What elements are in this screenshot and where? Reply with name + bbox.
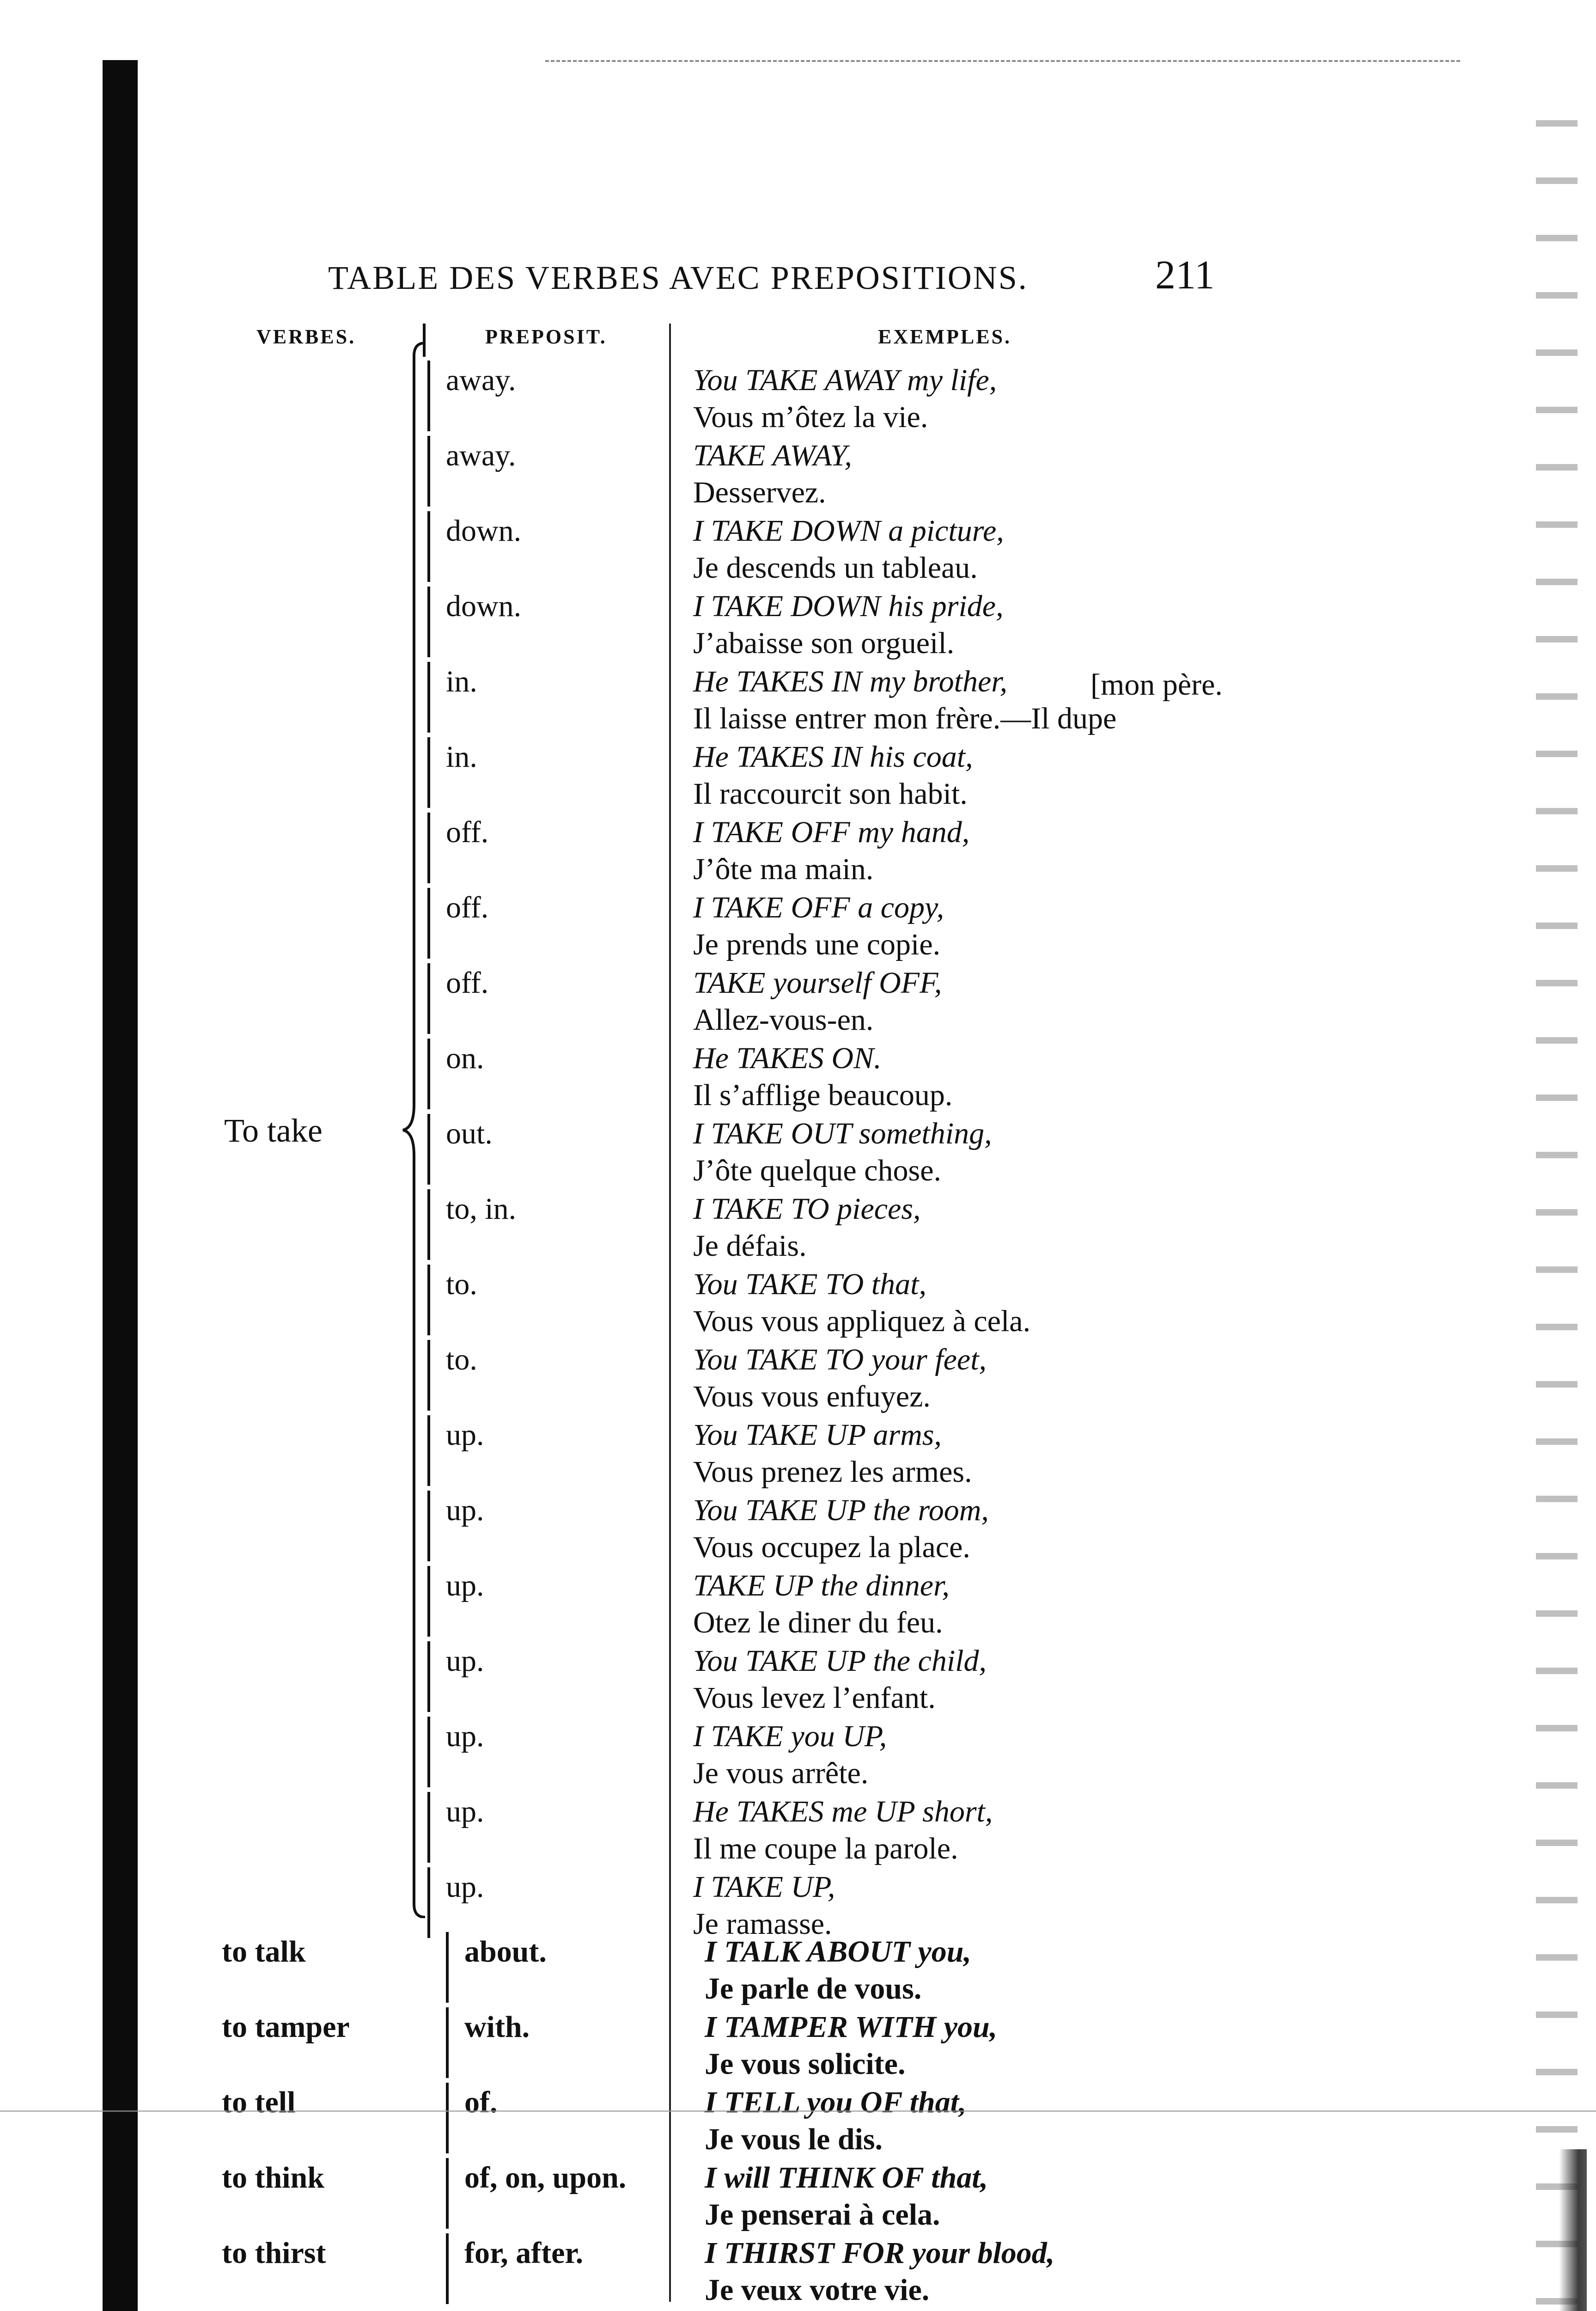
- take-row-french-example: Il me coupe la parole.: [693, 1832, 958, 1865]
- other-row-preposition: of.: [464, 2085, 498, 2119]
- take-row-bracket: [427, 662, 430, 733]
- book-spine-shadow: [103, 60, 138, 2311]
- take-group-brace: [400, 342, 428, 1918]
- take-row-french-example: Vous occupez la place.: [693, 1530, 970, 1564]
- take-row-english-example: I TAKE DOWN a picture,: [693, 514, 1004, 548]
- take-row-english-example: I TAKE OUT something,: [693, 1117, 992, 1150]
- other-row-verb: to think: [222, 2161, 324, 2195]
- other-row-french-example: Je penserai à cela.: [705, 2198, 940, 2232]
- take-row-preposition: to.: [446, 1267, 477, 1301]
- take-row-english-example: I TAKE OFF my hand,: [693, 815, 970, 849]
- take-row-bracket: [427, 1566, 430, 1637]
- take-row-bracket: [427, 1114, 430, 1185]
- take-row-english-example: I TAKE TO pieces,: [693, 1192, 921, 1226]
- take-row-preposition: down.: [446, 514, 522, 548]
- other-row-french-example: Je parle de vous.: [705, 1972, 922, 2005]
- other-row-english-example: I THIRST FOR your blood,: [705, 2236, 1055, 2270]
- take-row-bracket: [427, 1415, 430, 1486]
- take-row-bracket: [427, 1792, 430, 1863]
- other-row-french-example: Je veux votre vie.: [705, 2273, 930, 2307]
- take-row-bracket: [427, 361, 430, 431]
- take-row-bracket: [427, 737, 430, 808]
- take-row-preposition: up.: [446, 1418, 484, 1452]
- take-row-bracket: [427, 1717, 430, 1787]
- take-row-bracket: [427, 511, 430, 582]
- take-row-bracket: [427, 1867, 430, 1938]
- take-row-english-example: You TAKE AWAY my life,: [693, 363, 997, 397]
- other-row-verb: to tamper: [222, 2010, 350, 2044]
- take-row-french-example: Il s’afflige beaucoup.: [693, 1078, 953, 1112]
- take-row-english-example: TAKE yourself OFF,: [693, 966, 942, 1000]
- other-row-verb: to talk: [222, 1935, 306, 1969]
- running-title: TABLE DES VERBES AVEC PREPOSITIONS.: [328, 259, 1028, 296]
- take-row-french-example: Je descends un tableau.: [693, 551, 978, 585]
- take-row-french-example: Je vous arrête.: [693, 1756, 869, 1790]
- column-header-preposit: PREPOSIT.: [485, 325, 607, 348]
- other-row-english-example: I TALK ABOUT you,: [705, 1935, 971, 1969]
- take-row-bracket: [427, 1641, 430, 1712]
- other-row-bracket: [446, 2158, 449, 2229]
- take-row-english-example: He TAKES IN my brother,: [693, 665, 1008, 698]
- margin-note: [mon père.: [1090, 668, 1223, 702]
- take-row-french-example: Vous prenez les armes.: [693, 1455, 972, 1489]
- take-row-bracket: [427, 963, 430, 1034]
- other-row-english-example: I TAMPER WITH you,: [705, 2010, 998, 2044]
- take-row-preposition: up.: [446, 1719, 484, 1753]
- other-row-bracket: [446, 2233, 449, 2304]
- take-row-english-example: You TAKE TO your feet,: [693, 1343, 987, 1376]
- other-row-bracket: [446, 2007, 449, 2078]
- take-row-preposition: up.: [446, 1644, 484, 1678]
- page-edge-noise: [1536, 69, 1578, 2311]
- top-dashed-rule: [545, 60, 1460, 62]
- take-row-french-example: Il laisse entrer mon frère.—Il dupe: [693, 702, 1117, 735]
- take-row-french-example: Vous levez l’enfant.: [693, 1681, 936, 1715]
- take-row-preposition: off.: [446, 815, 489, 849]
- take-row-bracket: [427, 1340, 430, 1411]
- take-row-english-example: You TAKE UP the room,: [693, 1493, 989, 1527]
- examples-column-rule: [669, 324, 671, 2302]
- take-row-preposition: up.: [446, 1870, 484, 1904]
- take-row-bracket: [427, 1039, 430, 1109]
- column-header-verbes: VERBES.: [256, 325, 356, 348]
- take-row-bracket: [427, 813, 430, 883]
- take-row-french-example: Je prends une copie.: [693, 928, 941, 961]
- take-row-french-example: Vous vous enfuyez.: [693, 1380, 931, 1413]
- take-row-preposition: down.: [446, 589, 522, 623]
- take-row-english-example: He TAKES me UP short,: [693, 1795, 993, 1828]
- take-row-french-example: J’ôte ma main.: [693, 852, 874, 886]
- take-row-preposition: off.: [446, 966, 489, 1000]
- take-row-english-example: I TAKE you UP,: [693, 1719, 887, 1753]
- take-row-french-example: Il raccourcit son habit.: [693, 777, 968, 811]
- take-row-preposition: to.: [446, 1343, 477, 1376]
- take-row-preposition: up.: [446, 1569, 484, 1602]
- take-row-french-example: J’ôte quelque chose.: [693, 1154, 941, 1187]
- take-row-preposition: away.: [446, 439, 516, 472]
- take-row-preposition: up.: [446, 1493, 484, 1527]
- other-row-preposition: with.: [464, 2010, 530, 2044]
- other-row-french-example: Je vous solicite.: [705, 2047, 906, 2081]
- take-row-bracket: [427, 888, 430, 959]
- take-row-french-example: Otez le diner du feu.: [693, 1606, 943, 1639]
- take-row-preposition: off.: [446, 891, 489, 924]
- other-row-bracket: [446, 2083, 449, 2153]
- other-row-preposition: of, on, upon.: [464, 2161, 627, 2195]
- take-row-french-example: Je ramasse.: [693, 1907, 832, 1941]
- take-row-english-example: You TAKE UP arms,: [693, 1418, 942, 1452]
- take-row-english-example: You TAKE TO that,: [693, 1267, 926, 1301]
- take-row-french-example: Je défais.: [693, 1229, 807, 1263]
- take-row-preposition: on.: [446, 1041, 484, 1075]
- take-row-english-example: You TAKE UP the child,: [693, 1644, 987, 1678]
- take-row-english-example: He TAKES ON.: [693, 1041, 882, 1075]
- other-row-french-example: Je vous le dis.: [705, 2122, 883, 2156]
- take-row-french-example: Desservez.: [693, 476, 826, 509]
- other-row-preposition: for, after.: [464, 2236, 584, 2270]
- take-row-french-example: Vous vous appliquez à cela.: [693, 1304, 1031, 1338]
- take-row-french-example: J’abaisse son orgueil.: [693, 626, 955, 660]
- take-row-preposition: in.: [446, 740, 477, 774]
- take-row-preposition: away.: [446, 363, 516, 397]
- take-row-english-example: I TAKE OFF a copy,: [693, 891, 944, 924]
- main-verb-to-take: To take: [224, 1112, 323, 1149]
- take-row-french-example: Allez-vous-en.: [693, 1003, 874, 1037]
- take-row-bracket: [427, 1265, 430, 1335]
- take-row-preposition: to, in.: [446, 1192, 517, 1226]
- column-header-exemples: EXEMPLES.: [878, 325, 1012, 348]
- take-row-bracket: [427, 1189, 430, 1260]
- take-row-english-example: He TAKES IN his coat,: [693, 740, 973, 774]
- page-edge-shadow: [1559, 2149, 1587, 2311]
- take-row-english-example: I TAKE UP,: [693, 1870, 835, 1904]
- take-row-french-example: Vous m’ôtez la vie.: [693, 400, 928, 434]
- other-row-verb: to tell: [222, 2085, 296, 2119]
- take-row-english-example: TAKE AWAY,: [693, 439, 852, 472]
- take-row-english-example: TAKE UP the dinner,: [693, 1569, 950, 1602]
- page-number: 211: [1155, 253, 1215, 298]
- other-row-verb: to thirst: [222, 2236, 326, 2270]
- take-row-preposition: out.: [446, 1117, 493, 1150]
- take-row-bracket: [427, 587, 430, 657]
- take-row-bracket: [427, 1491, 430, 1561]
- other-row-english-example: I will THINK OF that,: [705, 2161, 988, 2195]
- other-row-bracket: [446, 1932, 449, 2003]
- take-row-preposition: up.: [446, 1795, 484, 1828]
- take-row-preposition: in.: [446, 665, 477, 698]
- other-row-preposition: about.: [464, 1935, 547, 1969]
- take-row-bracket: [427, 436, 430, 507]
- other-row-english-example: I TELL you OF that,: [705, 2085, 967, 2119]
- page-fold-line: [0, 2110, 1596, 2112]
- take-row-english-example: I TAKE DOWN his pride,: [693, 589, 1004, 623]
